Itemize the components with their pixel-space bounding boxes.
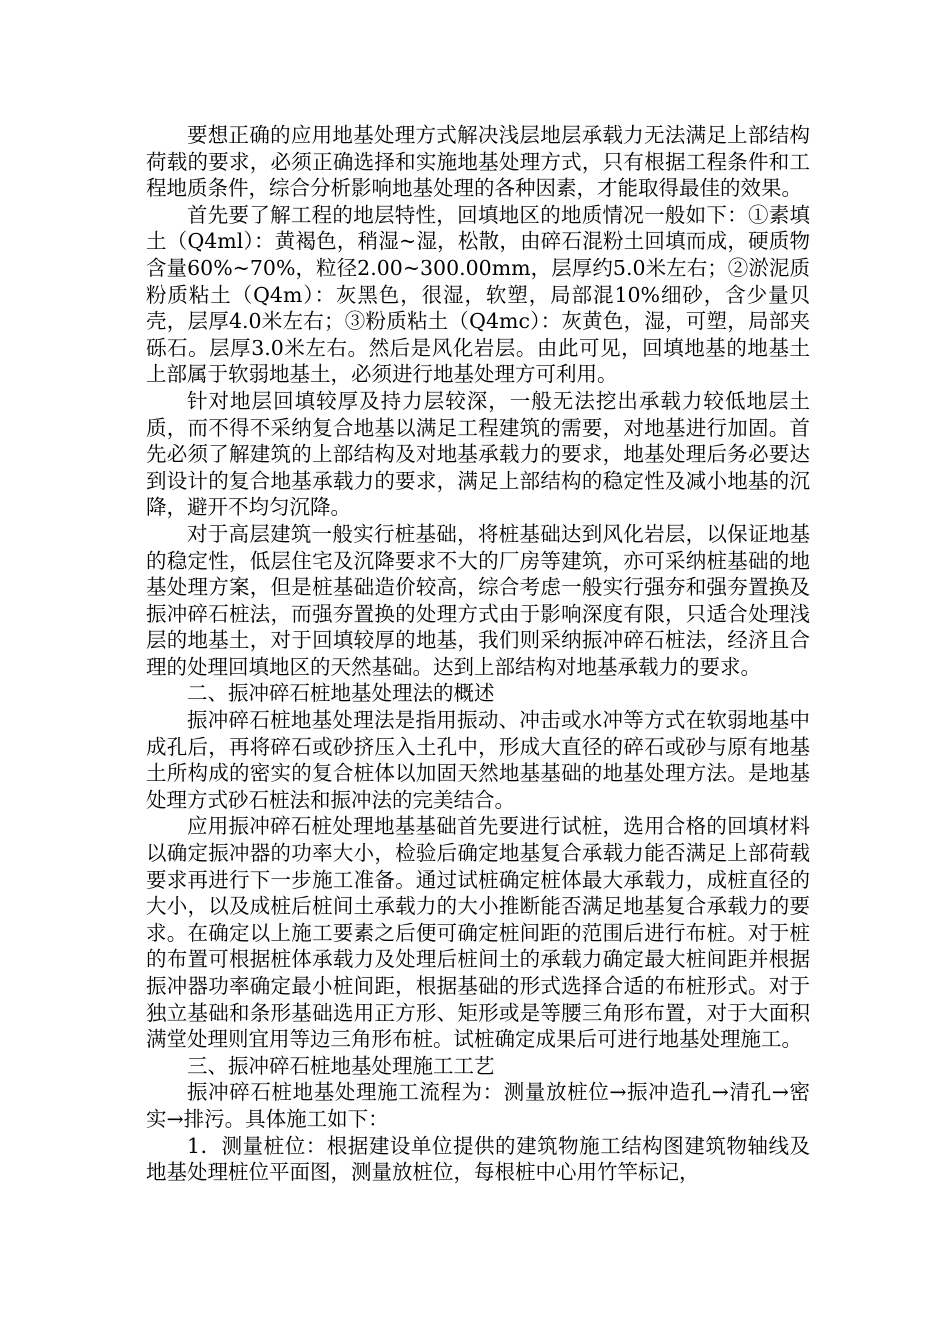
paragraph-trial-pile: 应用振冲碎石桩处理地基基础首先要进行试桩，选用合格的回填材料以确定振冲器的功率大小，检验后确定地基复合承载力能否满足上部荷载要求再进行下一步施工准备。通过试桩确定桩体最大承载力，成桩直径的大小，以及成桩后桩间土承载力的大小推断能否满足地基复合承载力的要求。在确定以上施工要素之后便可确定桩间距的范围后进行布桩。对于桩的布置可根据桩体承载力及处理后桩间土的承载力确定最大桩间距并根据振冲器功率确定最小桩间距，根据基础的形式选择合适的布桩形式。对于独立基础和条形基础选用正方形、矩形或是等腰三角形布置，对于大面积满堂处理则宜用等边三角形布桩。试桩确定成果后可进行地基处理施工。: [146, 814, 810, 1052]
document-body: [146, 122, 810, 1186]
section-heading-overview: 二、振冲碎石桩地基处理法的概述: [187, 681, 495, 706]
paragraph-pile-foundation: 对于高层建筑一般实行桩基础，将桩基础达到风化岩层，以保证地基的稳定性，低层住宅及沉降要求不大的厂房等建筑，亦可采纳桩基础的地基处理方案，但是桩基础造价较高，综合考虑一般实行强夯和强夯置换及振冲碎石桩法，而强夯置换的处理方式由于影响深度有限，只适合处理浅层的地基土，对于回填较厚的地基，我们则采纳振冲碎石桩法，经济且合理的处理回填地区的天然基础。达到上部结构对地基承载力的要求。: [146, 521, 810, 679]
paragraph-method-definition: 振冲碎石桩地基处理法是指用振动、冲击或水冲等方式在软弱地基中成孔后，再将碎石或砂挤压入土孔中，形成大直径的碎石或砂与原有地基土所构成的密实的复合桩体以加固天然地基基础的地基处理方法。是地基处理方式砂石桩法和振冲法的完美结合。: [146, 708, 810, 812]
section-heading-process: 三、振冲碎石桩地基处理施工工艺: [187, 1053, 495, 1078]
paragraph-step-1: 1．测量桩位：根据建设单位提供的建筑物施工结构图建筑物轴线及地基处理桩位平面图，测量放桩位，每根桩中心用竹竿标记，: [146, 1133, 810, 1185]
paragraph-intro: 要想正确的应用地基处理方式解决浅层地层承载力无法满足上部结构荷载的要求，必须正确选择和实施地基处理方式，只有根据工程条件和工程地质条件，综合分析影响地基处理的各种因素，才能取得最佳的效果。: [146, 123, 810, 201]
paragraph-composite-foundation: 针对地层回填较厚及持力层较深，一般无法挖出承载力较低地层土质，而不得不采纳复合地基以满足工程建筑的需要，对地基进行加固。首先必须了解建筑的上部结构及对地基承载力的要求，地基处理后务必要达到设计的复合地基承载力的要求，满足上部结构的稳定性及减小地基的沉降，避开不均匀沉降。: [146, 388, 810, 520]
paragraph-stratum: 首先要了解工程的地层特性，回填地区的地质情况一般如下：①素填土（Q4ml）：黄褐色，稍湿~湿，松散，由碎石混粉土回填而成，硬质物含量60%~70%，粒径2.00~300.00mm，层厚约5.0米左右；②淤泥质粉质粘土（Q4m）：灰黑色，很湿，软塑，局部混10%细砂，含少量贝壳，层厚4.0米左右；③粉质粘土（Q4mc）：灰黄色，湿，可塑，局部夹砾石。层厚3.0米左右。然后是风化岩层。由此可见，回填地基的地基土上部属于软弱地基土，必须进行地基处理方可利用。: [146, 202, 810, 387]
paragraph-process-flow: 振冲碎石桩地基处理施工流程为：测量放桩位→振冲造孔→清孔→密实→排污。具体施工如下：: [146, 1080, 810, 1131]
